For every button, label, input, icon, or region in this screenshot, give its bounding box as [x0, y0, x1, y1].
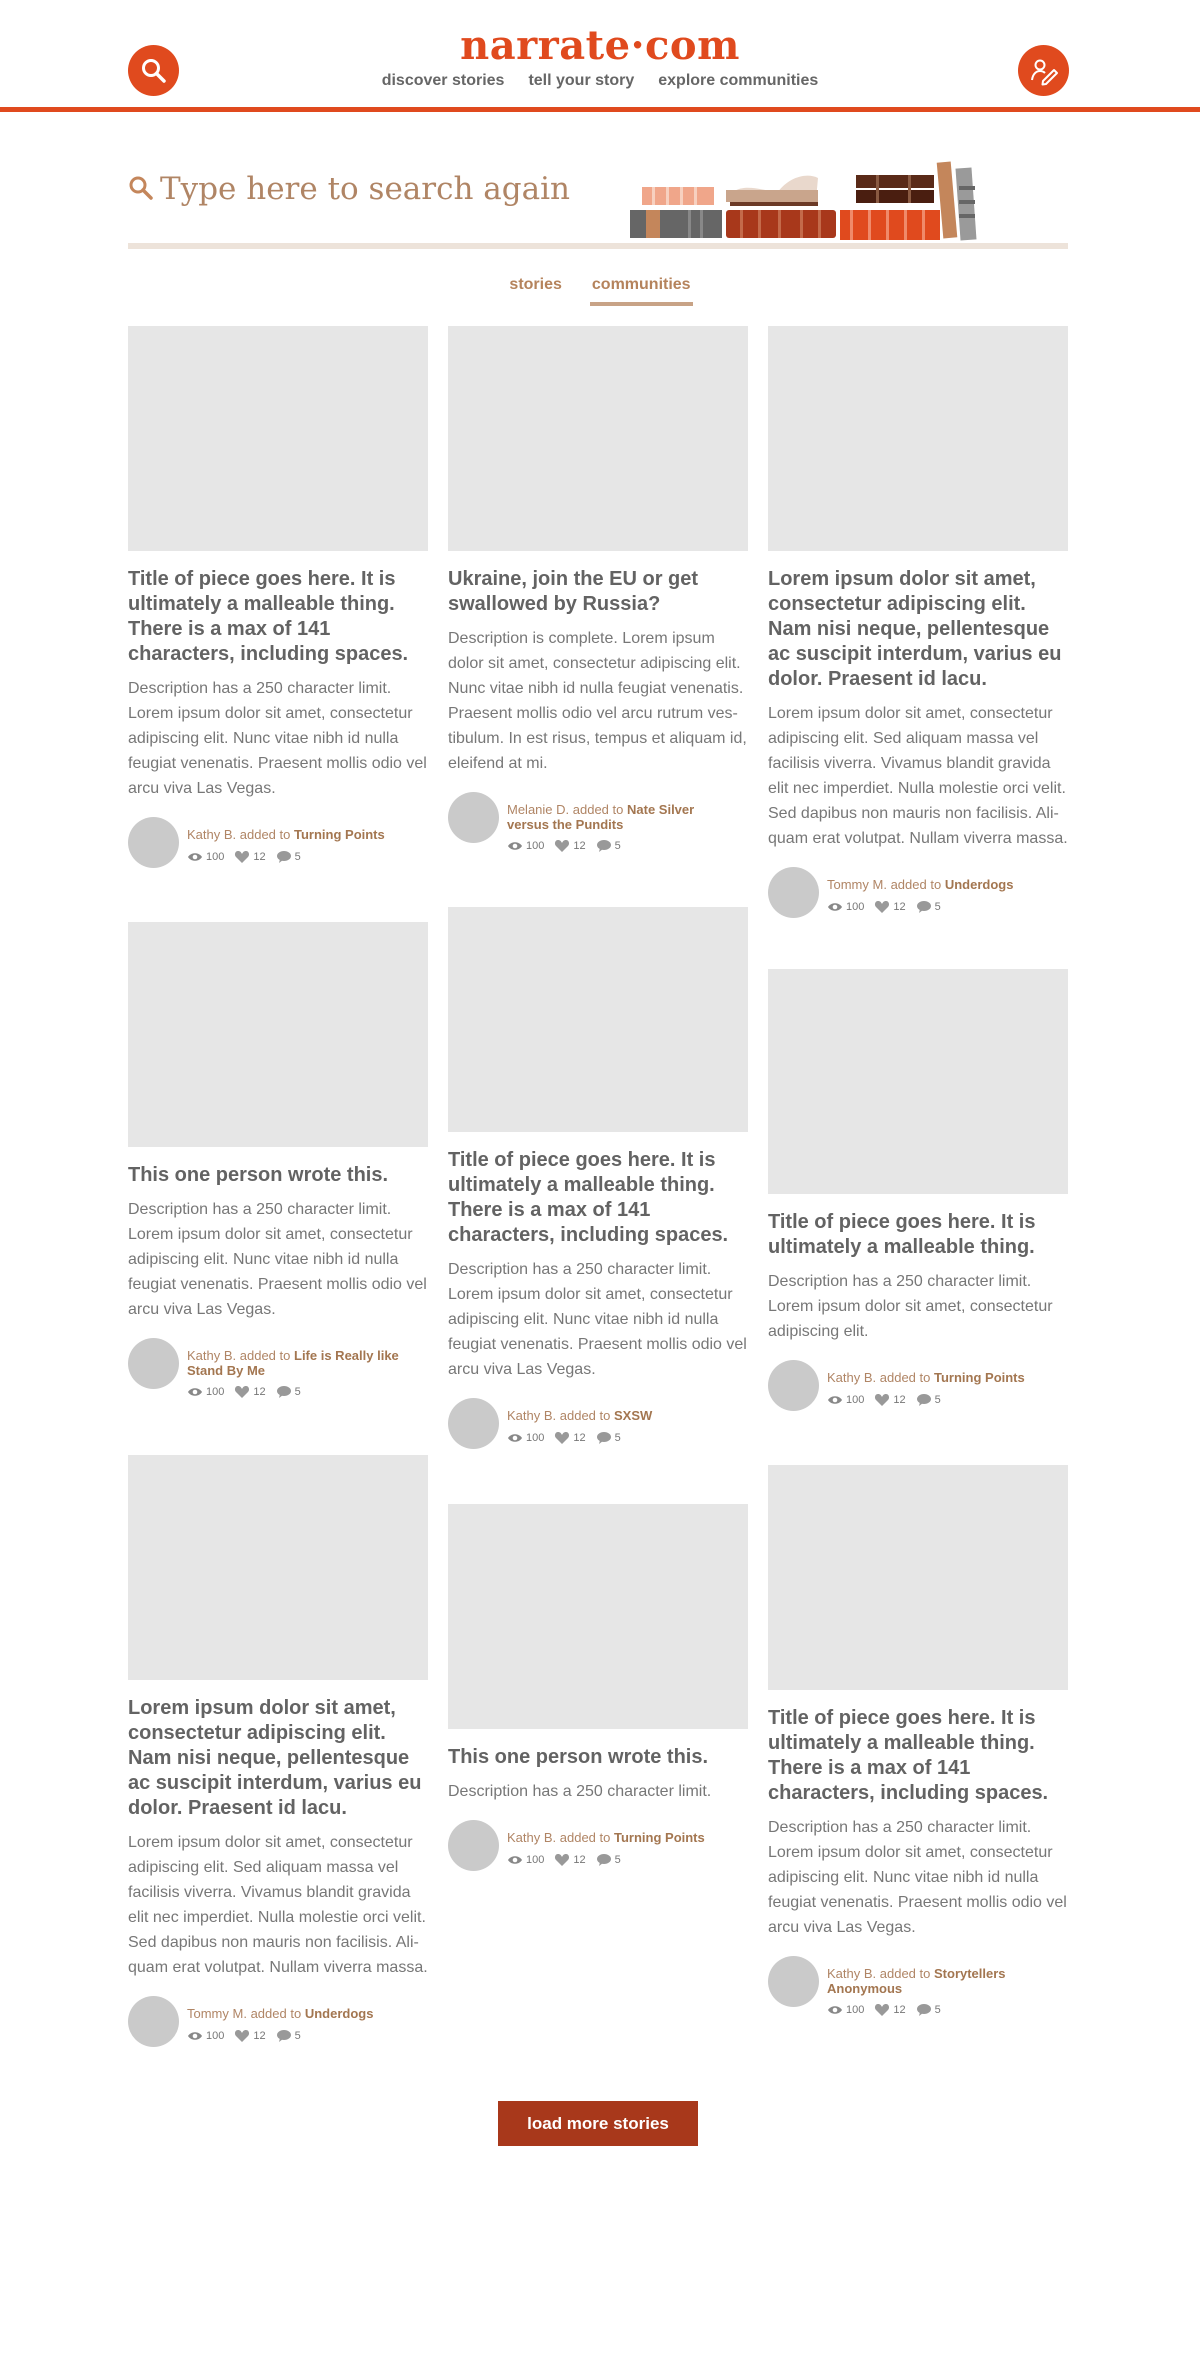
story-description: Description has a 250 character limit. Lorem ipsum dolor sit amet, consectetur adipiscing elit. — [768, 1273, 1053, 1340]
avatar[interactable] — [128, 1996, 179, 2047]
story-attribution — [187, 827, 417, 842]
likes-count: 12 — [253, 1386, 266, 1398]
books-illustration — [628, 160, 998, 242]
avatar[interactable] — [768, 867, 819, 918]
comments-count: 5 — [294, 2030, 301, 2042]
search-divider — [128, 243, 1068, 249]
story-title[interactable]: Ukraine, join the EU or get swallowed by Russia? — [448, 568, 699, 615]
story-attribution — [827, 1966, 1057, 1996]
story-description: Description has a 250 character limit. — [448, 1783, 712, 1800]
story-image[interactable] — [128, 1455, 428, 1680]
nav-discover-stories[interactable]: discover stories — [381, 72, 505, 89]
result-tabs — [0, 276, 1200, 306]
likes-count: 12 — [893, 1394, 906, 1406]
story-title[interactable]: Title of piece goes here. It is ultimately a malleable thing. There is a max of 141 characters, including spaces. — [128, 568, 409, 665]
story-description: Lorem ipsum dolor sit amet, consectetur adipiscing elit. Sed aliquam massa vel facilisis viverra. Vivamus blandit gravida elit nec imperdiet. Nulla molestie orci velit. Sed dapibus non mauris non facilisis. Ali-quam erat volutpat. Nullam viverra massa. — [768, 705, 1068, 847]
eye-icon — [507, 839, 523, 853]
story-card[interactable] — [448, 907, 748, 1450]
views-stat — [187, 2029, 224, 2043]
comments-stat[interactable] — [596, 1853, 621, 1867]
author-name[interactable]: Melanie D. — [507, 802, 570, 817]
added-to-label: added to — [572, 802, 624, 817]
views-stat — [827, 1393, 864, 1407]
views-count: 100 — [206, 1386, 225, 1398]
views-count: 100 — [846, 2004, 865, 2016]
likes-stat[interactable] — [234, 850, 265, 864]
eye-icon — [507, 1853, 523, 1867]
avatar[interactable] — [448, 1820, 499, 1871]
author-name[interactable]: Kathy B. — [507, 1830, 557, 1845]
community-link[interactable]: Underdogs — [304, 2006, 374, 2021]
story-title[interactable]: Lorem ipsum dolor sit amet, consectetur adipiscing elit. Nam nisi neque, pellentesque ac suscipit interdum, varius eu dolor. Praesent id lacu. — [128, 1697, 422, 1819]
likes-count: 12 — [573, 840, 586, 852]
comments-count: 5 — [934, 901, 941, 913]
story-image[interactable] — [448, 1504, 748, 1729]
search-input[interactable] — [160, 166, 680, 212]
community-link[interactable]: Nate Silver versus the Pundits — [507, 802, 695, 832]
likes-stat[interactable] — [234, 2029, 265, 2043]
likes-count: 12 — [253, 851, 266, 863]
comment-icon — [276, 1385, 292, 1399]
eye-icon — [827, 2003, 843, 2017]
story-description: Description has a 250 character limit. Lorem ipsum dolor sit amet, consectetur adipiscing elit. Nunc vitae nibh id nulla feugiat venenatis. Praesent mollis odio vel arcu viva Las Vegas. — [768, 1819, 1067, 1936]
comments-count: 5 — [934, 1394, 941, 1406]
search-area — [128, 160, 1068, 250]
community-link[interactable]: Turning Points — [934, 1370, 1025, 1385]
comments-count: 5 — [294, 1386, 301, 1398]
author-name[interactable]: Tommy M. — [187, 2006, 247, 2021]
story-stats — [827, 900, 941, 914]
tab-stories[interactable]: stories — [509, 276, 562, 293]
comments-count: 5 — [614, 840, 621, 852]
tab-communities[interactable]: communities — [590, 276, 693, 306]
heart-icon — [874, 1393, 890, 1407]
heart-icon — [234, 850, 250, 864]
comment-icon — [276, 850, 292, 864]
story-meta — [768, 867, 1068, 919]
story-description: Description has a 250 character limit. Lorem ipsum dolor sit amet, consectetur adipiscing elit. Nunc vitae nibh id nulla feugiat venenatis. Praesent mollis odio vel arcu viva Las Vegas. — [128, 680, 427, 797]
avatar[interactable] — [768, 1956, 819, 2007]
story-card[interactable] — [448, 1504, 748, 1872]
story-stats — [507, 839, 621, 853]
views-count: 100 — [846, 1394, 865, 1406]
comment-icon — [916, 2003, 932, 2017]
added-to-label: added to — [559, 1830, 611, 1845]
comments-count: 5 — [294, 851, 301, 863]
story-image[interactable] — [448, 326, 748, 551]
story-stats — [507, 1431, 621, 1445]
story-meta — [128, 1996, 428, 2048]
eye-icon — [507, 1431, 523, 1445]
story-stats — [827, 2003, 941, 2017]
site-header — [0, 0, 1200, 112]
views-stat — [507, 1853, 544, 1867]
eye-icon — [187, 1385, 203, 1399]
load-more-button[interactable]: load more stories — [498, 2101, 698, 2146]
heart-icon — [234, 1385, 250, 1399]
story-attribution — [187, 2006, 417, 2021]
author-name[interactable]: Tommy M. — [827, 877, 887, 892]
likes-stat[interactable] — [874, 2003, 905, 2017]
likes-stat[interactable] — [874, 900, 905, 914]
story-attribution — [507, 1830, 737, 1845]
comments-count: 5 — [614, 1432, 621, 1444]
comments-stat[interactable] — [916, 1393, 941, 1407]
heart-icon — [554, 1431, 570, 1445]
story-description: Description has a 250 character limit. Lorem ipsum dolor sit amet, consectetur adipiscing elit. Nunc vitae nibh id nulla feugiat venenatis. Praesent mollis odio vel arcu viva Las Vegas. — [128, 1201, 427, 1318]
views-count: 100 — [206, 2030, 225, 2042]
search-icon — [128, 175, 154, 201]
likes-stat[interactable] — [554, 1853, 585, 1867]
community-link[interactable]: Turning Points — [614, 1830, 705, 1845]
story-card[interactable] — [128, 922, 428, 1398]
community-link[interactable]: Storytellers Anonymous — [827, 1966, 1006, 1996]
comment-icon — [276, 2029, 292, 2043]
heart-icon — [874, 2003, 890, 2017]
community-link[interactable]: SXSW — [614, 1408, 653, 1423]
views-count: 100 — [526, 840, 545, 852]
comments-count: 5 — [614, 1854, 621, 1866]
story-description: Description is complete. Lorem ipsum dolor sit amet, consectetur adipiscing elit. Nunc vitae nibh id nulla feugiat venenatis. Praesent mollis odio vel arcu rutrum ves-tibulum. In est risus, tempus et aliquam id, eleifend at mi. — [448, 630, 747, 772]
write-story-button[interactable] — [1018, 45, 1069, 96]
eye-icon — [187, 850, 203, 864]
story-card[interactable] — [448, 326, 748, 852]
comments-stat[interactable] — [276, 1385, 301, 1399]
story-description: Description has a 250 character limit. Lorem ipsum dolor sit amet, consectetur adipiscing elit. Nunc vitae nibh id nulla feugiat venenatis. Praesent mollis odio vel arcu viva Las Vegas. — [448, 1261, 747, 1378]
story-meta — [128, 1338, 428, 1398]
nav-explore-communities[interactable]: explore communities — [658, 72, 819, 89]
views-stat — [507, 839, 544, 853]
likes-stat[interactable] — [554, 1431, 585, 1445]
views-count: 100 — [206, 851, 225, 863]
write-story-icon — [1029, 56, 1059, 86]
story-title[interactable]: Lorem ipsum dolor sit amet, consectetur adipiscing elit. Nam nisi neque, pellentesque ac suscipit interdum, varius eu dolor. Praesent id lacu. — [768, 568, 1062, 690]
views-count: 100 — [526, 1854, 545, 1866]
story-attribution — [507, 802, 737, 832]
story-title[interactable]: Title of piece goes here. It is ultimately a malleable thing. There is a max of 141 characters, including spaces. — [768, 1707, 1049, 1804]
added-to-label: added to — [250, 2006, 302, 2021]
views-stat — [827, 2003, 864, 2017]
comment-icon — [596, 839, 612, 853]
likes-count: 12 — [573, 1854, 586, 1866]
story-image[interactable] — [128, 326, 428, 551]
story-meta — [448, 1820, 748, 1872]
comment-icon — [596, 1853, 612, 1867]
avatar[interactable] — [448, 792, 499, 843]
heart-icon — [554, 1853, 570, 1867]
comments-stat[interactable] — [596, 839, 621, 853]
community-link[interactable]: Underdogs — [944, 877, 1014, 892]
eye-icon — [187, 2029, 203, 2043]
eye-icon — [827, 1393, 843, 1407]
author-name[interactable]: Kathy B. — [827, 1966, 877, 1981]
community-link[interactable]: Life is Really like Stand By Me — [187, 1348, 399, 1378]
comments-stat[interactable] — [276, 850, 301, 864]
story-card[interactable] — [128, 1455, 428, 2048]
story-title[interactable]: Title of piece goes here. It is ultimately a malleable thing. — [768, 1211, 1036, 1258]
eye-icon — [827, 900, 843, 914]
story-stats — [827, 1393, 941, 1407]
story-card[interactable] — [768, 1465, 1068, 2016]
heart-icon — [554, 839, 570, 853]
story-stats — [187, 850, 301, 864]
story-title[interactable]: This one person wrote this. — [128, 1164, 389, 1186]
nav-tell-your-story[interactable]: tell your story — [528, 72, 635, 89]
likes-count: 12 — [893, 901, 906, 913]
story-attribution — [827, 877, 1057, 892]
author-name[interactable]: Kathy B. — [507, 1408, 557, 1423]
likes-count: 12 — [253, 2030, 266, 2042]
comments-stat[interactable] — [276, 2029, 301, 2043]
views-count: 100 — [846, 901, 865, 913]
likes-stat[interactable] — [234, 1385, 265, 1399]
comment-icon — [596, 1431, 612, 1445]
avatar[interactable] — [768, 1360, 819, 1411]
added-to-label: added to — [239, 1348, 291, 1363]
added-to-label: added to — [890, 877, 942, 892]
author-name[interactable]: Kathy B. — [187, 1348, 237, 1363]
story-image[interactable] — [448, 907, 748, 1132]
story-meta — [128, 817, 428, 869]
story-meta — [768, 1360, 1068, 1412]
author-name[interactable]: Kathy B. — [187, 827, 237, 842]
views-stat — [507, 1431, 544, 1445]
story-stats — [187, 1385, 301, 1399]
comment-icon — [916, 1393, 932, 1407]
story-meta — [768, 1956, 1068, 2016]
story-attribution — [507, 1408, 737, 1423]
likes-count: 12 — [573, 1432, 586, 1444]
comments-stat[interactable] — [916, 2003, 941, 2017]
story-image[interactable] — [128, 922, 428, 1147]
story-card[interactable] — [128, 326, 428, 869]
heart-icon — [234, 2029, 250, 2043]
story-card[interactable] — [768, 326, 1068, 919]
comment-icon — [916, 900, 932, 914]
comments-stat[interactable] — [916, 900, 941, 914]
story-stats — [507, 1853, 621, 1867]
story-attribution — [827, 1370, 1057, 1385]
story-image[interactable] — [768, 969, 1068, 1194]
story-image[interactable] — [768, 326, 1068, 551]
comments-stat[interactable] — [596, 1431, 621, 1445]
likes-stat[interactable] — [874, 1393, 905, 1407]
author-name[interactable]: Kathy B. — [827, 1370, 877, 1385]
likes-stat[interactable] — [554, 839, 585, 853]
story-title[interactable]: This one person wrote this. — [448, 1746, 709, 1768]
site-logo[interactable]: narrate·com — [460, 22, 740, 69]
views-stat — [827, 900, 864, 914]
avatar[interactable] — [128, 817, 179, 868]
added-to-label: added to — [879, 1966, 931, 1981]
heart-icon — [874, 900, 890, 914]
avatar[interactable] — [128, 1338, 179, 1389]
views-stat — [187, 1385, 224, 1399]
views-count: 100 — [526, 1432, 545, 1444]
added-to-label: added to — [879, 1370, 931, 1385]
story-card[interactable] — [768, 969, 1068, 1412]
community-link[interactable]: Turning Points — [294, 827, 385, 842]
story-stats — [187, 2029, 301, 2043]
story-title[interactable]: Title of piece goes here. It is ultimately a malleable thing. There is a max of 141 characters, including spaces. — [448, 1149, 729, 1246]
added-to-label: added to — [559, 1408, 611, 1423]
views-stat — [187, 850, 224, 864]
added-to-label: added to — [239, 827, 291, 842]
story-meta — [448, 1398, 748, 1450]
story-description: Lorem ipsum dolor sit amet, consectetur adipiscing elit. Sed aliquam massa vel facilisis viverra. Vivamus blandit gravida elit nec imperdiet. Nulla molestie orci velit. Sed dapibus non mauris non facilisis. Ali-quam erat volutpat. Nullam viverra massa. — [128, 1834, 428, 1976]
comments-count: 5 — [934, 2004, 941, 2016]
story-image[interactable] — [768, 1465, 1068, 1690]
avatar[interactable] — [448, 1398, 499, 1449]
story-attribution — [187, 1348, 417, 1378]
likes-count: 12 — [893, 2004, 906, 2016]
story-meta — [448, 792, 748, 852]
